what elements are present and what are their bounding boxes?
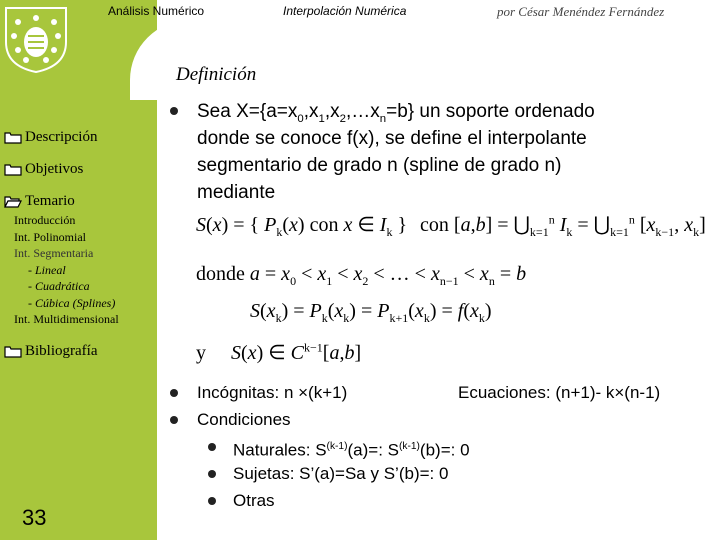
temario-item-segmentaria[interactable]: Int. Segmentaria <box>14 246 94 260</box>
formula-donde: donde <box>196 263 245 285</box>
condicion-otras: Otras <box>233 491 275 510</box>
page-number: 33 <box>22 505 47 530</box>
formula-con-2: con <box>420 214 449 236</box>
nav-objetivos-label: Objetivos <box>25 161 84 177</box>
temario-item-polinomial[interactable]: Int. Polinomial <box>14 229 86 244</box>
segmentaria-lineal[interactable]: - Lineal <box>28 262 66 277</box>
nav-descripcion-label: Descripción <box>25 129 98 145</box>
formula-con: con <box>309 214 339 236</box>
continuity-formula: $S(x_k) = P_k(x_k) = P_{k+1}(x_k) = f(x_k)$ <box>250 300 492 325</box>
bullet <box>170 107 178 115</box>
ecuaciones: Ecuaciones: (n+1)- k×(n-1) <box>458 383 661 402</box>
segmentaria-cubica[interactable]: - Cúbica (Splines) <box>28 295 116 310</box>
nav-descripcion[interactable] <box>4 129 97 146</box>
definition-line-1: Sea $X=\{a=x_0,x_1,x_2,\dots x_n=b\}$ un soporte ordenado <box>197 101 595 125</box>
temario-item-multidimensional[interactable]: Int. Multidimensional <box>14 312 119 326</box>
bullet <box>170 389 178 397</box>
folder-open-icon <box>4 195 22 208</box>
definition-line-4: mediante <box>197 182 276 203</box>
folder-icon <box>4 345 22 358</box>
condiciones: Condiciones <box>197 410 291 429</box>
segmentaria-cuadratica[interactable]: - Cuadrática <box>28 279 90 293</box>
university-logo <box>2 2 70 74</box>
condicion-sujetas: Sujetas: S’(a)=Sa y S’(b)=: 0 <box>233 464 449 483</box>
folder-icon <box>4 131 22 144</box>
definition-line-3: segmentario de grado n (spline de grado n) <box>197 155 562 176</box>
donde-formula: donde $a = x_0 < x_1 < x_2$ < … < $x_{n-1} < x_n = b$ <box>196 263 527 288</box>
temario-list <box>14 212 119 328</box>
nav-bibliografia-label: Bibliografía <box>25 343 98 359</box>
sub-bullet <box>208 443 216 451</box>
spline-formula: S(x) = { $P_k(x)$ con x ∈ $I_k$ } <box>196 214 408 239</box>
incognitas: Incógnitas: n ×(k+1) <box>197 383 348 402</box>
sub-bullet <box>208 497 216 505</box>
nav-temario[interactable] <box>4 193 75 210</box>
condicion-naturales: Naturales: $S^{(k-1)}(a)=$: $S^{(k-1)}(b)=$: 0 <box>233 440 470 460</box>
formula-y: y <box>196 342 206 364</box>
nav-bibliografia[interactable] <box>4 343 97 360</box>
sub-bullet <box>208 470 216 478</box>
interval-formula: con $[a,b] = ⋃_{k=1}^n$ $I_k$ = $⋃_{k=1}^n$ [$x_{k-1}$, $x_k$] <box>420 212 706 239</box>
bullet <box>170 416 178 424</box>
regularity-formula: y S(x) ∈ $C^{k-1}[a,b]$ <box>196 340 362 364</box>
header-author: por César Menéndez Fernández <box>497 4 665 19</box>
nav-objetivos[interactable] <box>4 161 83 178</box>
definition-line-2: donde se conoce f(x), se define el interpolante <box>197 128 587 149</box>
folder-icon <box>4 163 22 176</box>
slide-title: Definición <box>176 64 257 85</box>
temario-item-introduccion[interactable]: Introducción <box>14 213 76 227</box>
header-topic: Interpolación Numérica <box>283 4 407 18</box>
header-course: Análisis Numérico <box>108 4 205 18</box>
nav-temario-label: Temario <box>25 193 75 209</box>
